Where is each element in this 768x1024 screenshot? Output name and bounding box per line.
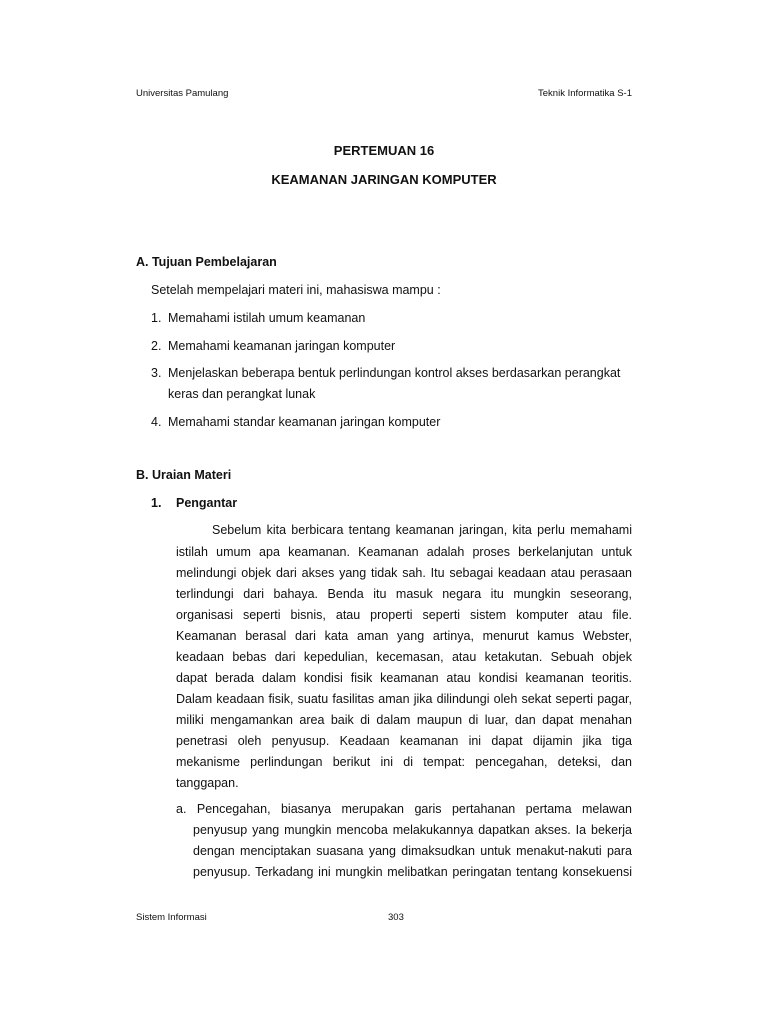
objective-text: Menjelaskan beberapa bentuk perlindungan kontrol akses berdasarkan perangkat <box>168 366 621 380</box>
objective-text: Memahami standar keamanan jaringan komputer <box>168 415 441 429</box>
section-a-heading: A. Tujuan Pembelajaran <box>136 255 277 269</box>
paragraph-line: penetrasi oleh penyusup. Keadaan keamanan ini dapat dijamin jika tiga <box>176 734 632 748</box>
footer-department: Sistem Informasi <box>136 912 207 923</box>
header-program: Teknik Informatika S-1 <box>538 88 632 99</box>
paragraph-line: Keamanan berasal dari kata aman yang artinya, menurut kamus Webster, <box>176 629 632 643</box>
section-b-heading: B. Uraian Materi <box>136 468 232 482</box>
chapter-title: KEAMANAN JARINGAN KOMPUTER <box>271 172 497 187</box>
paragraph-line: keadaan bebas dari kepedulian, kecemasan, atau ketakutan. Sebuah objek <box>176 650 632 664</box>
paragraph-line: organisasi seperti bisnis, atau properti seperti sistem komputer atau file. <box>176 608 632 622</box>
objective-number: 2. <box>151 339 162 353</box>
paragraph-line: istilah umum apa keamanan. Keamanan adalah proses berkelanjutan untuk <box>176 545 632 559</box>
paragraph-line: tanggapan. <box>176 776 239 790</box>
list-item-a-line: penyusup. Terkadang ini mungkin melibatkan peringatan tentang konsekuensi <box>193 865 632 879</box>
paragraph-line: dapat berada dalam kondisi fisik keamanan atau kondisi keamanan teoritis. <box>176 671 632 685</box>
list-item-a-line: a. Pencegahan, biasanya merupakan garis pertahanan pertama melawan <box>176 802 632 816</box>
paragraph-line: melindungi objek dari akses yang tidak sah. Itu sebagai keadaan atau perasaan <box>176 566 632 580</box>
page-number: 303 <box>388 912 404 923</box>
objective-number: 3. <box>151 366 162 380</box>
objective-text: Memahami istilah umum keamanan <box>168 311 366 325</box>
paragraph-line: Dalam keadaan fisik, suatu fasilitas aman jika dilindungi oleh sekat seperti pagar, <box>176 692 632 706</box>
objective-text: Memahami keamanan jaringan komputer <box>168 339 396 353</box>
list-item-a-line: dengan menciptakan suasana yang dimaksudkan untuk menakut-nakuti para <box>193 844 632 858</box>
paragraph-line: miliki mengamankan area baik di dalam maupun di luar, dan dapat menahan <box>176 713 632 727</box>
objective-number: 1. <box>151 311 162 325</box>
paragraph-line: mekanisme perlindungan berikut ini di tempat: pencegahan, deteksi, dan <box>176 755 632 769</box>
objective-text-continued: keras dan perangkat lunak <box>168 387 316 401</box>
paragraph-line: terlindungi dari bahaya. Benda itu masuk negara itu mungkin seseorang, <box>176 587 632 601</box>
section-a-intro: Setelah mempelajari materi ini, mahasiswa mampu : <box>151 283 441 297</box>
subsection-number: 1. <box>151 496 162 510</box>
meeting-title: PERTEMUAN 16 <box>333 143 435 158</box>
paragraph-line: Sebelum kita berbicara tentang keamanan jaringan, kita perlu memahami <box>212 523 632 537</box>
subsection-title: Pengantar <box>176 496 238 510</box>
objective-number: 4. <box>151 415 162 429</box>
list-item-a-line: penyusup yang mungkin mencoba melakukannya dapatkan akses. Ia bekerja <box>193 823 632 837</box>
header-university: Universitas Pamulang <box>136 88 229 99</box>
